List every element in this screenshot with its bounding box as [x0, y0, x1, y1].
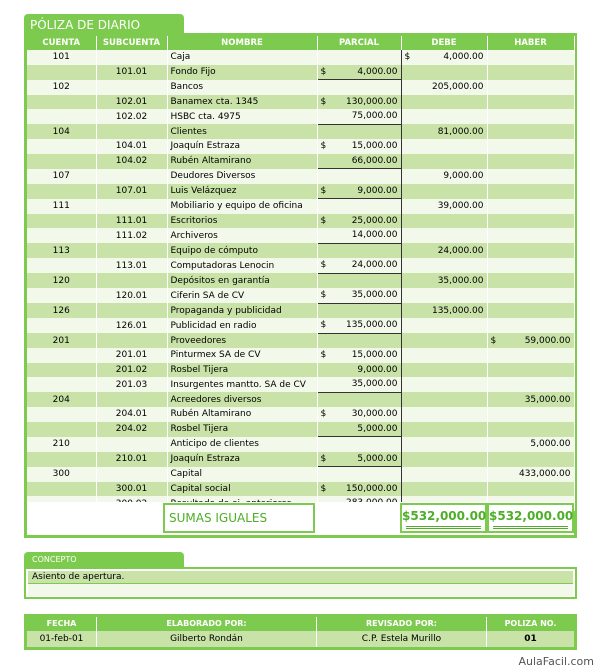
amount: 35,000.00: [524, 394, 571, 405]
table-row: [27, 50, 574, 65]
subcuenta-cell: [96, 169, 167, 184]
table-row: [27, 109, 574, 124]
site-watermark: AulaFacil.com: [518, 655, 594, 668]
amount: 35,000.00: [437, 275, 484, 286]
currency-sign: $: [320, 185, 327, 196]
nombre-cell: Anticipo de clientes: [167, 437, 317, 452]
cuenta-cell: 113: [27, 243, 96, 258]
currency-sign: $: [320, 260, 327, 271]
debe-cell: [401, 109, 487, 124]
amount: 81,000.00: [437, 126, 484, 137]
double-underline: [406, 526, 481, 529]
debe-cell: [401, 80, 487, 95]
cuenta-cell: [27, 452, 96, 467]
parcial-cell: [317, 467, 401, 482]
subcuenta-cell: [96, 273, 167, 288]
cuenta-cell: [27, 228, 96, 243]
amount: 15,000.00: [351, 350, 398, 361]
cuenta-cell: 111: [27, 199, 96, 214]
cuenta-cell: [27, 348, 96, 363]
fecha-label: FECHA: [27, 617, 96, 631]
debe-cell: [401, 65, 487, 80]
cuenta-cell: [27, 154, 96, 169]
cuenta-cell: [27, 184, 96, 199]
table-row: [27, 348, 574, 363]
debe-cell: [401, 467, 487, 482]
table-row: [27, 80, 574, 95]
haber-cell: [487, 124, 574, 139]
nombre-cell: Rosbel Tijera: [167, 363, 317, 378]
parcial-cell: [317, 392, 401, 407]
parcial-cell: [317, 422, 401, 437]
debe-cell: [401, 333, 487, 348]
table-row: [27, 273, 574, 288]
amount: 75,000.00: [351, 111, 398, 122]
currency-sign: $: [320, 350, 327, 361]
subcuenta-cell: 104.01: [96, 139, 167, 154]
currency-sign: $: [320, 290, 327, 301]
debe-cell: [401, 258, 487, 273]
parcial-cell: [317, 303, 401, 318]
nombre-cell: Propaganda y publicidad: [167, 303, 317, 318]
haber-cell: [487, 363, 574, 378]
haber-cell: [487, 273, 574, 288]
subcuenta-cell: 126.01: [96, 318, 167, 333]
subcuenta-cell: [96, 437, 167, 452]
haber-cell: [487, 199, 574, 214]
amount: 4,000.00: [357, 66, 398, 77]
debe-cell: [401, 50, 487, 65]
cuenta-cell: 201: [27, 333, 96, 348]
table-row: [27, 422, 574, 437]
header-debe: DEBE: [401, 36, 487, 50]
currency-sign: $: [320, 483, 327, 494]
amount: 39,000.00: [437, 201, 484, 211]
debe-cell: [401, 303, 487, 318]
nombre-cell: HSBC cta. 4975: [167, 109, 317, 124]
haber-cell: [487, 288, 574, 303]
table-row: [27, 243, 574, 258]
nombre-cell: Banamex cta. 1345: [167, 95, 317, 110]
debe-cell: [401, 214, 487, 229]
table-row: [27, 467, 574, 482]
subcuenta-cell: [96, 392, 167, 407]
haber-cell: [487, 169, 574, 184]
haber-cell: [487, 109, 574, 124]
haber-cell: [487, 318, 574, 333]
debe-cell: [401, 348, 487, 363]
table-row: [27, 154, 574, 169]
parcial-cell: [317, 199, 401, 214]
cuenta-cell: 101: [27, 50, 96, 65]
currency-sign: $: [320, 320, 327, 331]
debe-cell: [401, 199, 487, 214]
cuenta-cell: 104: [27, 124, 96, 139]
table-row: [27, 214, 574, 229]
parcial-cell: [317, 333, 401, 348]
amount: 35,000.00: [351, 379, 398, 390]
subcuenta-cell: 300.01: [96, 482, 167, 497]
cuenta-cell: 107: [27, 169, 96, 184]
subcuenta-cell: [96, 50, 167, 65]
parcial-cell: [317, 169, 401, 184]
table-row: [27, 377, 574, 392]
table-header-row: [27, 36, 574, 50]
cuenta-cell: [27, 482, 96, 497]
parcial-cell: [317, 50, 401, 65]
subcuenta-cell: 204.01: [96, 407, 167, 422]
sums-haber-box: [487, 503, 574, 533]
table-row: [27, 199, 574, 214]
haber-cell: [487, 80, 574, 95]
haber-cell: [487, 407, 574, 422]
table-row: [27, 228, 574, 243]
parcial-cell: [317, 184, 401, 199]
amount: 130,000.00: [345, 96, 398, 107]
concepto-text: Asiento de apertura.: [28, 571, 573, 583]
currency-sign: $: [404, 52, 411, 63]
nombre-cell: Deudores Diversos: [167, 169, 317, 184]
revisado-label: REVISADO POR:: [317, 617, 486, 631]
currency-sign: $: [320, 215, 327, 226]
amount: 433,000.00: [518, 469, 571, 479]
journal-table: [27, 36, 575, 512]
subcuenta-cell: 204.02: [96, 422, 167, 437]
concepto-label: CONCEPTO: [24, 552, 184, 568]
parcial-cell: [317, 273, 401, 288]
haber-cell: [487, 184, 574, 199]
debe-cell: [401, 243, 487, 258]
debe-cell: [401, 407, 487, 422]
parcial-cell: [317, 377, 401, 392]
footer-revisado: [317, 617, 486, 647]
table-row: [27, 258, 574, 273]
parcial-cell: [317, 214, 401, 229]
debe-cell: [401, 377, 487, 392]
currency-sign: $: [320, 66, 327, 77]
amount: 135,000.00: [345, 320, 398, 331]
debe-cell: [401, 228, 487, 243]
cuenta-cell: [27, 318, 96, 333]
parcial-cell: [317, 288, 401, 303]
amount: 25,000.00: [351, 215, 398, 226]
subcuenta-cell: [96, 467, 167, 482]
nombre-cell: Fondo Fijo: [167, 65, 317, 80]
haber-cell: [487, 228, 574, 243]
currency-sign: $: [320, 453, 327, 464]
amount: 59,000.00: [524, 335, 571, 346]
parcial-cell: [317, 228, 401, 243]
footer-elaborado: [97, 617, 316, 647]
parcial-cell: [317, 437, 401, 452]
table-row: [27, 392, 574, 407]
haber-cell: [487, 333, 574, 348]
concepto-box: [24, 567, 577, 599]
debe-cell: [401, 437, 487, 452]
debe-cell: [401, 288, 487, 303]
cuenta-cell: [27, 363, 96, 378]
amount: 30,000.00: [351, 409, 398, 420]
haber-cell: [487, 65, 574, 80]
sums-debe-box: [400, 503, 487, 533]
haber-cell: [487, 243, 574, 258]
debe-cell: [401, 273, 487, 288]
debe-cell: [401, 318, 487, 333]
haber-cell: [487, 258, 574, 273]
nombre-cell: Joaquín Estraza: [167, 139, 317, 154]
parcial-cell: [317, 258, 401, 273]
header-parcial: PARCIAL: [317, 36, 401, 50]
sums-haber-total: $532,000.00: [489, 509, 574, 523]
table-row: [27, 437, 574, 452]
debe-cell: [401, 124, 487, 139]
cuenta-cell: [27, 288, 96, 303]
cuenta-cell: [27, 65, 96, 80]
footer-poliza: [487, 617, 574, 647]
parcial-cell: [317, 109, 401, 124]
fecha-value: 01-feb-01: [27, 631, 96, 647]
debe-cell: [401, 452, 487, 467]
amount: 205,000.00: [431, 82, 484, 92]
nombre-cell: Capital social: [167, 482, 317, 497]
amount: 24,000.00: [437, 245, 484, 256]
amount: 35,000.00: [351, 290, 398, 301]
table-row: [27, 124, 574, 139]
elaborado-label: ELABORADO POR:: [97, 617, 316, 631]
cuenta-cell: 126: [27, 303, 96, 318]
haber-cell: [487, 95, 574, 110]
table-row: [27, 363, 574, 378]
amount: 9,000.00: [357, 185, 398, 196]
haber-cell: [487, 452, 574, 467]
amount: 5,000.00: [357, 453, 398, 464]
table-row: [27, 452, 574, 467]
haber-cell: [487, 482, 574, 497]
nombre-cell: Rubén Altamirano: [167, 154, 317, 169]
haber-cell: [487, 303, 574, 318]
table-row: [27, 318, 574, 333]
cuenta-cell: [27, 139, 96, 154]
parcial-cell: [317, 80, 401, 95]
nombre-cell: Publicidad en radio: [167, 318, 317, 333]
subcuenta-cell: 201.03: [96, 377, 167, 392]
haber-cell: [487, 422, 574, 437]
nombre-cell: Computadoras Lenocin: [167, 258, 317, 273]
nombre-cell: Mobiliario y equipo de oficina: [167, 199, 317, 214]
debe-cell: [401, 422, 487, 437]
cuenta-cell: [27, 258, 96, 273]
footer-info: [24, 614, 577, 650]
amount: 9,000.00: [443, 171, 484, 181]
parcial-cell: [317, 363, 401, 378]
subcuenta-cell: 107.01: [96, 184, 167, 199]
nombre-cell: Proveedores: [167, 333, 317, 348]
revisado-value: C.P. Estela Murillo: [317, 631, 486, 647]
debe-cell: [401, 95, 487, 110]
nombre-cell: Depósitos en garantía: [167, 273, 317, 288]
subcuenta-cell: [96, 333, 167, 348]
parcial-cell: [317, 407, 401, 422]
subcuenta-cell: 210.01: [96, 452, 167, 467]
subcuenta-cell: 111.01: [96, 214, 167, 229]
table-row: [27, 288, 574, 303]
nombre-cell: Capital: [167, 467, 317, 482]
nombre-cell: Luis Velázquez: [167, 184, 317, 199]
subcuenta-cell: 102.01: [96, 95, 167, 110]
subcuenta-cell: 101.01: [96, 65, 167, 80]
amount: 9,000.00: [357, 364, 398, 375]
currency-sign: $: [490, 335, 497, 346]
debe-cell: [401, 139, 487, 154]
cuenta-cell: 210: [27, 437, 96, 452]
debe-cell: [401, 169, 487, 184]
amount: 135,000.00: [431, 305, 484, 316]
subcuenta-cell: [96, 303, 167, 318]
debe-cell: [401, 363, 487, 378]
sums-debe-total: $532,000.00: [402, 509, 487, 523]
nombre-cell: Archiveros: [167, 228, 317, 243]
amount: 5,000.00: [357, 423, 398, 434]
table-row: [27, 65, 574, 80]
subcuenta-cell: 201.02: [96, 363, 167, 378]
amount: 15,000.00: [351, 141, 398, 152]
nombre-cell: Rubén Altamirano: [167, 407, 317, 422]
amount: 66,000.00: [351, 155, 398, 166]
table-row: [27, 95, 574, 110]
sums-label-box: [163, 503, 315, 533]
subcuenta-cell: [96, 124, 167, 139]
nombre-cell: Ciferin SA de CV: [167, 288, 317, 303]
subcuenta-cell: 113.01: [96, 258, 167, 273]
haber-cell: [487, 50, 574, 65]
currency-sign: $: [320, 141, 327, 152]
double-underline: [493, 526, 568, 529]
header-subcuenta: SUBCUENTA: [96, 36, 167, 50]
cuenta-cell: [27, 377, 96, 392]
currency-sign: $: [320, 409, 327, 420]
nombre-cell: Escritorios: [167, 214, 317, 229]
haber-cell: [487, 392, 574, 407]
subcuenta-cell: [96, 80, 167, 95]
cuenta-cell: 204: [27, 392, 96, 407]
debe-cell: [401, 392, 487, 407]
parcial-cell: [317, 348, 401, 363]
amount: 5,000.00: [530, 439, 571, 449]
cuenta-cell: [27, 95, 96, 110]
debe-cell: [401, 184, 487, 199]
sums-label: SUMAS IGUALES: [169, 511, 268, 525]
table-row: [27, 169, 574, 184]
cuenta-cell: [27, 422, 96, 437]
cuenta-cell: 102: [27, 80, 96, 95]
nombre-cell: Joaquín Estraza: [167, 452, 317, 467]
table-row: [27, 303, 574, 318]
debe-cell: [401, 482, 487, 497]
nombre-cell: Clientes: [167, 124, 317, 139]
subcuenta-cell: 104.02: [96, 154, 167, 169]
header-haber: HABER: [487, 36, 574, 50]
table-row: [27, 139, 574, 154]
concepto-blank-line: [28, 583, 573, 596]
haber-cell: [487, 214, 574, 229]
subcuenta-cell: 102.02: [96, 109, 167, 124]
table-body: [27, 50, 574, 511]
parcial-cell: [317, 65, 401, 80]
parcial-cell: [317, 95, 401, 110]
nombre-cell: Rosbel Tijera: [167, 422, 317, 437]
amount: 14,000.00: [351, 230, 398, 241]
header-nombre: NOMBRE: [167, 36, 317, 50]
cuenta-cell: [27, 407, 96, 422]
poliza-value: 01: [487, 631, 574, 647]
nombre-cell: Bancos: [167, 80, 317, 95]
parcial-cell: [317, 154, 401, 169]
nombre-cell: Caja: [167, 50, 317, 65]
haber-cell: [487, 377, 574, 392]
poliza-label: POLIZA NO.: [487, 617, 574, 631]
cuenta-cell: [27, 109, 96, 124]
currency-sign: $: [320, 96, 327, 107]
parcial-cell: [317, 124, 401, 139]
subcuenta-cell: [96, 243, 167, 258]
parcial-cell: [317, 139, 401, 154]
elaborado-value: Gilberto Rondán: [97, 631, 316, 647]
cuenta-cell: 120: [27, 273, 96, 288]
table-row: [27, 407, 574, 422]
parcial-cell: [317, 243, 401, 258]
amount: 24,000.00: [351, 260, 398, 271]
cuenta-cell: [27, 214, 96, 229]
haber-cell: [487, 154, 574, 169]
nombre-cell: Acreedores diversos: [167, 392, 317, 407]
haber-cell: [487, 348, 574, 363]
header-cuenta: CUENTA: [27, 36, 96, 50]
document-title: PÓLIZA DE DIARIO: [24, 14, 184, 36]
nombre-cell: Pinturmex SA de CV: [167, 348, 317, 363]
table-row: [27, 333, 574, 348]
subcuenta-cell: 111.02: [96, 228, 167, 243]
parcial-cell: [317, 452, 401, 467]
table-row: [27, 184, 574, 199]
cuenta-cell: 300: [27, 467, 96, 482]
nombre-cell: Insurgentes mantto. SA de CV: [167, 377, 317, 392]
parcial-cell: [317, 318, 401, 333]
parcial-cell: [317, 482, 401, 497]
subcuenta-cell: [96, 199, 167, 214]
haber-cell: [487, 139, 574, 154]
nombre-cell: Equipo de cómputo: [167, 243, 317, 258]
haber-cell: [487, 437, 574, 452]
amount: 4,000.00: [443, 52, 484, 63]
haber-cell: [487, 467, 574, 482]
subcuenta-cell: 201.01: [96, 348, 167, 363]
debe-cell: [401, 154, 487, 169]
amount: 150,000.00: [345, 483, 398, 494]
table-row: [27, 482, 574, 497]
footer-fecha: [27, 617, 96, 647]
subcuenta-cell: 120.01: [96, 288, 167, 303]
